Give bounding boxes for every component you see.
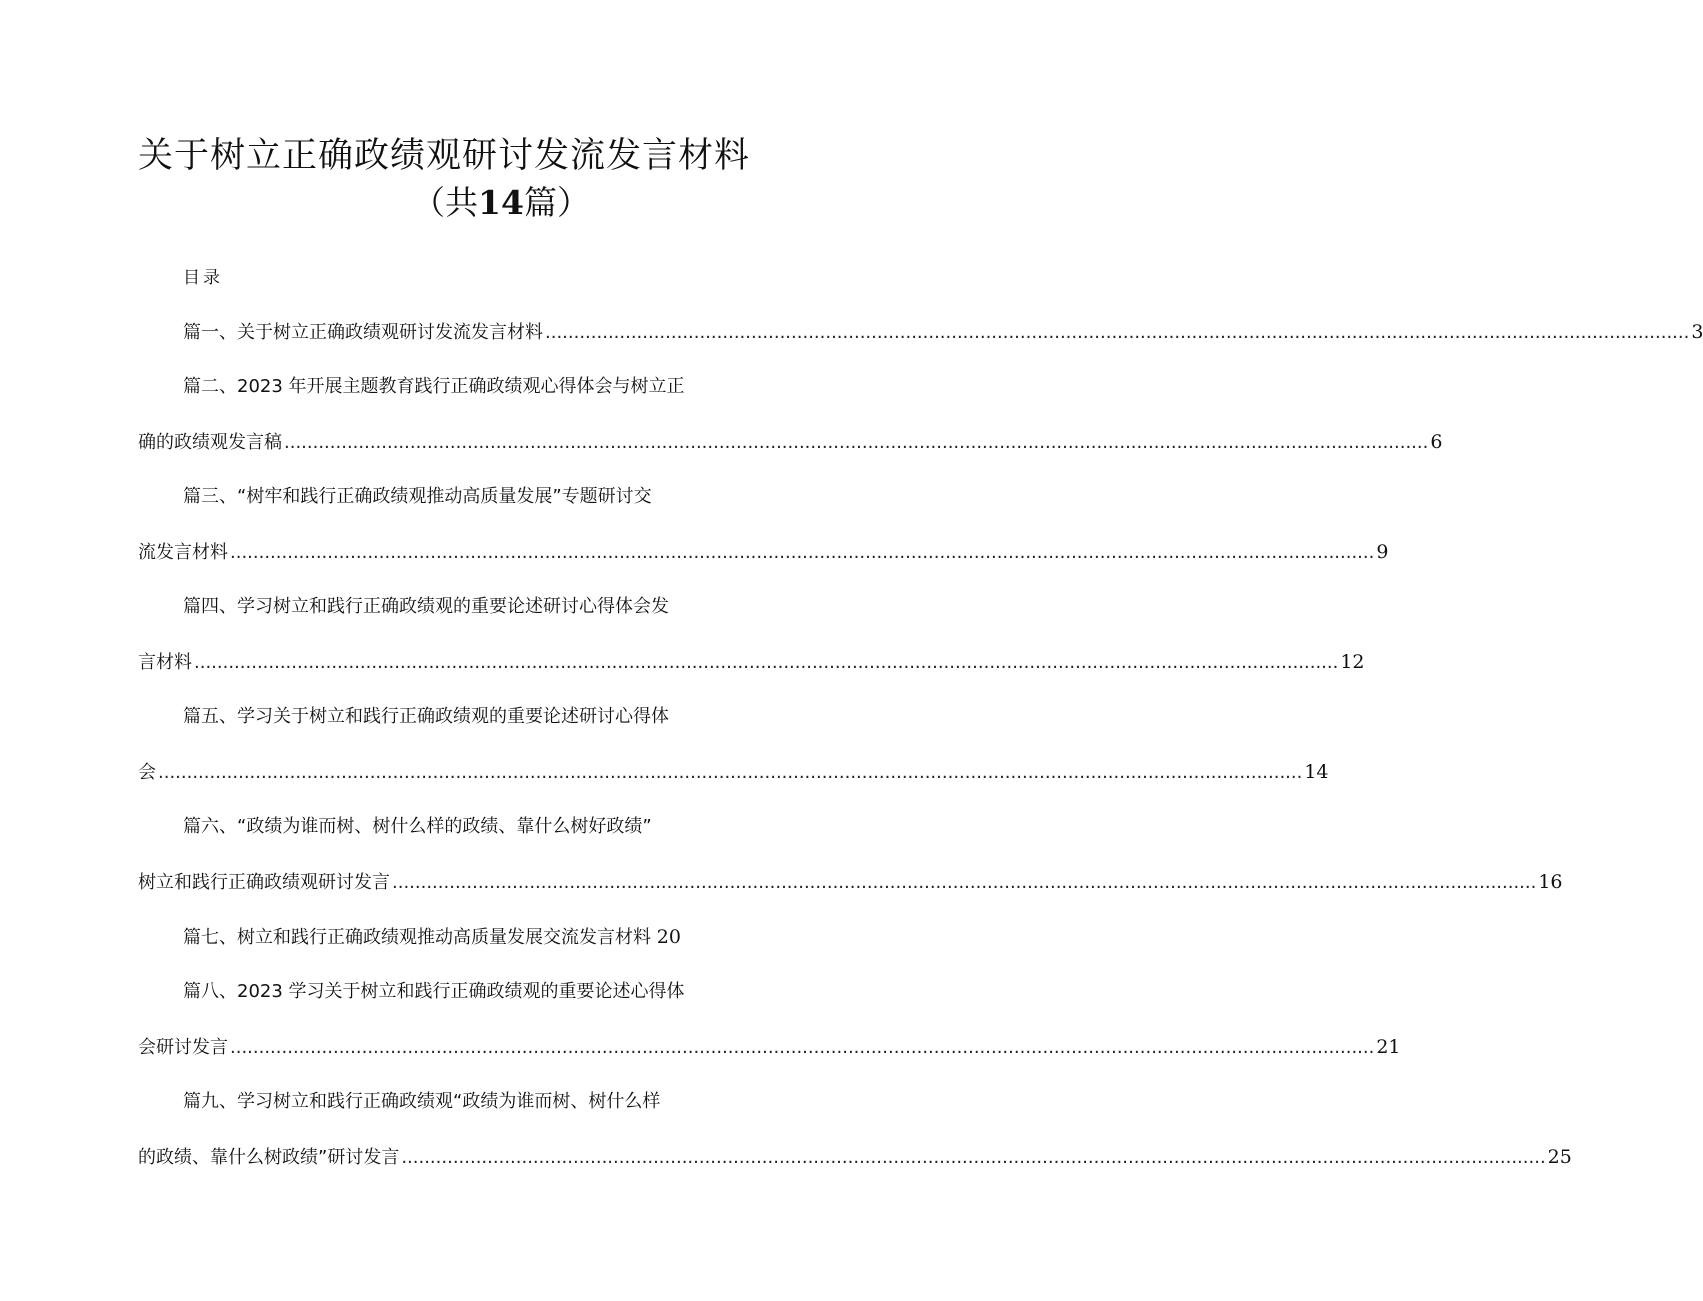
toc-entry-3-line2[interactable] [138, 538, 1389, 566]
subtitle-open: （共 [412, 183, 478, 222]
toc-entry-5-line1[interactable]: 篇五、学习关于树立和践行正确政绩观的重要论述研讨心得体 [183, 706, 669, 727]
toc-entry-9-line2[interactable] [138, 1143, 1572, 1171]
toc-entry-2-line2[interactable] [138, 428, 1443, 456]
dot-leader: ........................................................................................................................................................................................................ [230, 542, 1375, 563]
toc-entry-title: 的政绩、靠什么树政绩”研讨发言 [138, 1147, 400, 1168]
toc-page-number: 16 [1538, 871, 1563, 893]
toc-entry-3-line1[interactable]: 篇三、“树牢和践行正确政绩观推动高质量发展”专题研讨交 [183, 486, 652, 507]
toc-entry-6-line2[interactable] [138, 868, 1563, 896]
dot-leader: ........................................................................................................................................................................................................ [194, 652, 1339, 673]
dot-leader: ........................................................................................................................................................................................................ [158, 762, 1303, 783]
document-title: 关于树立正确政绩观研讨发流发言材料 [138, 136, 751, 176]
toc-page-number: 3 [1691, 321, 1703, 343]
toc-page-number: 20 [656, 926, 681, 948]
toc-entry-8-line2[interactable] [138, 1033, 1401, 1061]
dot-leader: ........................................................................................................................................................................................................ [284, 432, 1429, 453]
dot-leader: ........................................................................................................................................................................................................ [392, 872, 1537, 893]
document-subtitle [412, 180, 712, 226]
toc-page-number: 12 [1340, 651, 1365, 673]
toc-entry-title: 篇七、树立和践行正确政绩观推动高质量发展交流发言材料 [183, 927, 651, 948]
toc-entry-9-line1[interactable]: 篇九、学习树立和践行正确政绩观“政绩为谁而树、树什么样 [183, 1091, 661, 1112]
toc-entry-7[interactable] [183, 923, 743, 951]
toc-entry-title: 树立和践行正确政绩观研讨发言 [138, 872, 390, 893]
subtitle-count: 14 [478, 183, 524, 222]
toc-heading: 目录 [183, 268, 223, 288]
toc-entry-6-line1[interactable]: 篇六、“政绩为谁而树、树什么样的政绩、靠什么树好政绩” [183, 816, 652, 837]
toc-entry-8-line1[interactable]: 篇八、2023 学习关于树立和践行正确政绩观的重要论述心得体 [183, 981, 685, 1002]
toc-page-number: 9 [1376, 541, 1389, 563]
toc-entry-5-line2[interactable] [138, 758, 1329, 786]
toc-page-number: 6 [1430, 431, 1443, 453]
toc-entry-title: 言材料 [138, 652, 192, 673]
toc-page-number: 21 [1376, 1036, 1401, 1058]
dot-leader: ........................................................................................................................................................................................................ [401, 1147, 1546, 1168]
toc-entry-2-line1[interactable]: 篇二、2023 年开展主题教育践行正确政绩观心得体会与树立正 [183, 376, 685, 397]
subtitle-close: 篇） [523, 183, 590, 222]
toc-entry-title: 会 [138, 762, 156, 783]
toc-entry-title: 会研讨发言 [138, 1037, 228, 1058]
toc-entry-4-line1[interactable]: 篇四、学习树立和践行正确政绩观的重要论述研讨心得体会发 [183, 596, 669, 617]
toc-entry-4-line2[interactable] [138, 648, 1365, 676]
dot-leader: ........................................................................................................................................................................................................ [230, 1037, 1375, 1058]
toc-entry-title: 流发言材料 [138, 542, 228, 563]
toc-entry-title: 篇一、关于树立正确政绩观研讨发流发言材料 [183, 322, 543, 343]
toc-page-number: 25 [1547, 1146, 1572, 1168]
toc-entry-title: 确的政绩观发言稿 [138, 432, 282, 453]
toc-entry-1[interactable] [183, 318, 1703, 346]
dot-leader: ........................................................................................................................................................................................................ [545, 322, 1690, 343]
toc-page-number: 14 [1304, 761, 1329, 783]
